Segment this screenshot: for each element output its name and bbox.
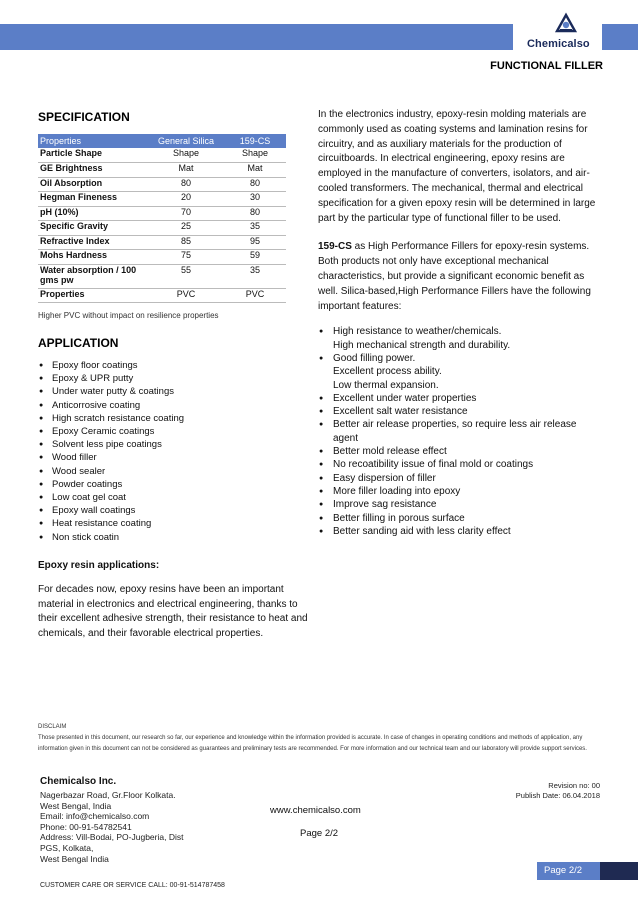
table-cell: 59 (224, 250, 286, 265)
list-item: ● Better mold release effect (318, 445, 604, 458)
feature-subtext: High mechanical strength and durability. (333, 339, 511, 351)
address-line: Email: info@chemicalso.com (40, 811, 150, 822)
table-row (38, 148, 286, 163)
list-item: ● Epoxy floor coatings (38, 359, 286, 372)
table-cell: 55 (148, 264, 224, 288)
specification-table (38, 134, 286, 303)
table-cell: 80 (224, 206, 286, 221)
company-name: Chemicalso Inc. (40, 776, 117, 787)
table-cell: Mohs Hardness (38, 250, 148, 265)
list-item: ● Anticorrosive coating (38, 399, 286, 412)
disclaimer-title: DISCLAIM (38, 724, 67, 730)
brand-name: Chemicalso (527, 38, 590, 50)
table-cell: Particle Shape (38, 148, 148, 163)
list-item: ● Wood filler (38, 451, 286, 464)
list-item: ● Under water putty & coatings (38, 385, 286, 398)
list-item: ● Excellent salt water resistance (318, 405, 604, 418)
list-item: ● Better sanding aid with less clarity effect (318, 525, 604, 538)
list-item: ● Epoxy & UPR putty (38, 372, 286, 385)
revision-number: Revision no: 00 (548, 781, 600, 790)
list-item: ● Wood sealer (38, 465, 286, 478)
table-cell: 95 (224, 235, 286, 250)
table-cell: Water absorption / 100 gms pw (38, 264, 148, 288)
page-badge: Page 2/2 (537, 862, 601, 880)
page-number: Page 2/2 (300, 828, 339, 839)
list-item: ● Epoxy wall coatings (38, 504, 286, 517)
table-cell: 30 (224, 192, 286, 207)
list-item: ● No recoatibility issue of final mold or coatings (318, 458, 604, 471)
table-cell: 85 (148, 235, 224, 250)
website-link[interactable]: www.chemicalso.com (270, 805, 361, 816)
list-item: ● Powder coatings (38, 478, 286, 491)
list-item: ● Better air release properties, so require less air release agent (318, 418, 604, 445)
company-address (40, 790, 183, 864)
table-cell: Shape (224, 148, 286, 163)
application-list (38, 359, 286, 544)
feature-text: Good filling power. (333, 352, 416, 364)
list-item: ● More filler loading into epoxy (318, 485, 604, 498)
customer-care: CUSTOMER CARE OR SERVICE CALL: 00-91-514787458 (40, 882, 225, 889)
table-row (38, 177, 286, 192)
specification-heading: SPECIFICATION (38, 110, 130, 124)
feature-subtext: Excellent process ability. (333, 366, 442, 378)
table-row (38, 221, 286, 236)
table-cell: 20 (148, 192, 224, 207)
table-row (38, 264, 286, 288)
intro-paragraph: In the electronics industry, epoxy-resin molding materials are commonly used as coating systems and lamination resins for circuitry, and as auxiliary materials for the production of circuitboards. In electrical engineering, epoxy resins are employed in the manufacture of converters, isolators, and air-cooled transformers. The mechanical, thermal and electrical specification for a given epoxy resin will be determined in large part by the particular type of functional filler to be used. (318, 109, 596, 224)
table-header-row (38, 134, 286, 148)
table-cell: 70 (148, 206, 224, 221)
features-list (318, 325, 604, 538)
list-item: ● Epoxy Ceramic coatings (38, 425, 286, 438)
product-description: as High Performance Fillers for epoxy-resin systems. Both products not only have exceptional mechanical characteristics, but provide a significant economic benefit as well. Silica-based,High Performance Fillers have the following important features: (318, 241, 591, 312)
list-item (318, 352, 604, 392)
table-cell: 25 (148, 221, 224, 236)
page-badge-accent (600, 862, 638, 880)
list-item: ● Low coat gel coat (38, 491, 286, 504)
table-cell: PVC (148, 288, 224, 303)
feature-text: High resistance to weather/chemicals. (333, 326, 502, 338)
address-line: PGS, Kolkata, (40, 842, 94, 853)
table-row (38, 163, 286, 178)
right-column (318, 108, 604, 538)
list-item: ● Solvent less pipe coatings (38, 438, 286, 451)
table-row (38, 250, 286, 265)
product-code: 159-CS (318, 241, 352, 253)
disclaimer (38, 722, 602, 755)
table-cell: 75 (148, 250, 224, 265)
table-cell: Mat (224, 163, 286, 178)
table-header-cell: General Silica (148, 134, 224, 148)
table-header-cell: Properties (38, 134, 148, 148)
feature-subtext: Low thermal expansion. (333, 379, 439, 391)
list-item: ● High scratch resistance coating (38, 412, 286, 425)
epoxy-applications-heading: Epoxy resin applications: (38, 559, 160, 571)
address-line: Phone: 00-91-54782541 (40, 821, 132, 832)
list-item: ● Easy dispersion of filler (318, 472, 604, 485)
table-cell: GE Brightness (38, 163, 148, 178)
table-cell: 80 (148, 177, 224, 192)
table-header-cell: 159-CS (224, 134, 286, 148)
address-line: West Bengal India (40, 853, 109, 864)
list-item: ● Heat resistance coating (38, 517, 286, 530)
list-item (318, 325, 604, 352)
table-cell: Properties (38, 288, 148, 303)
specification-note: Higher PVC without impact on resilience properties (38, 311, 219, 320)
table-cell: 35 (224, 221, 286, 236)
list-item: ● Better filling in porous surface (318, 512, 604, 525)
epoxy-applications-paragraph: For decades now, epoxy resins have been an important material in electronics and electrical engineering, thanks to their excellent adhesive strength, their resistance to heat and chemicals, and their favorable electrical properties. (38, 583, 308, 640)
table-cell: Shape (148, 148, 224, 163)
revision-info (516, 781, 600, 800)
table-row (38, 235, 286, 250)
product-paragraph (318, 240, 604, 314)
table-cell: pH (10%) (38, 206, 148, 221)
list-item: ● Non stick coatin (38, 531, 286, 544)
document-title: FUNCTIONAL FILLER (490, 60, 603, 72)
table-row (38, 206, 286, 221)
table-cell: 35 (224, 264, 286, 288)
table-row (38, 288, 286, 303)
table-cell: Oil Absorption (38, 177, 148, 192)
publish-date: Publish Date: 06.04.2018 (515, 790, 600, 800)
table-cell: Specific Gravity (38, 221, 148, 236)
table-cell: Mat (148, 163, 224, 178)
list-item: ● Improve sag resistance (318, 498, 604, 511)
table-cell: PVC (224, 288, 286, 303)
disclaimer-text: Those presented in this document, our research so far, our experience and knowledge within the information provided is accurate. In case of changes in operating conditions and methods of application, any information given in this document can not be considered as guarantees and preliminary tests are recommended. For more information and our technical team and our laboratory will provide support services. (38, 735, 587, 752)
address-line: Nagerbazar Road, Gr.Floor Kolkata. (40, 790, 176, 800)
table-cell: Hegman Fineness (38, 192, 148, 207)
address-line: West Bengal, India (40, 800, 112, 811)
header-band (0, 24, 513, 50)
table-cell: Refractive Index (38, 235, 148, 250)
table-cell: 80 (224, 177, 286, 192)
left-column (38, 110, 308, 642)
address-line: Address: Vill-Bodai, PO-Jugberia, Dist (40, 832, 184, 843)
application-heading: APPLICATION (38, 336, 119, 350)
list-item: ● Excellent under water properties (318, 392, 604, 405)
table-row (38, 192, 286, 207)
